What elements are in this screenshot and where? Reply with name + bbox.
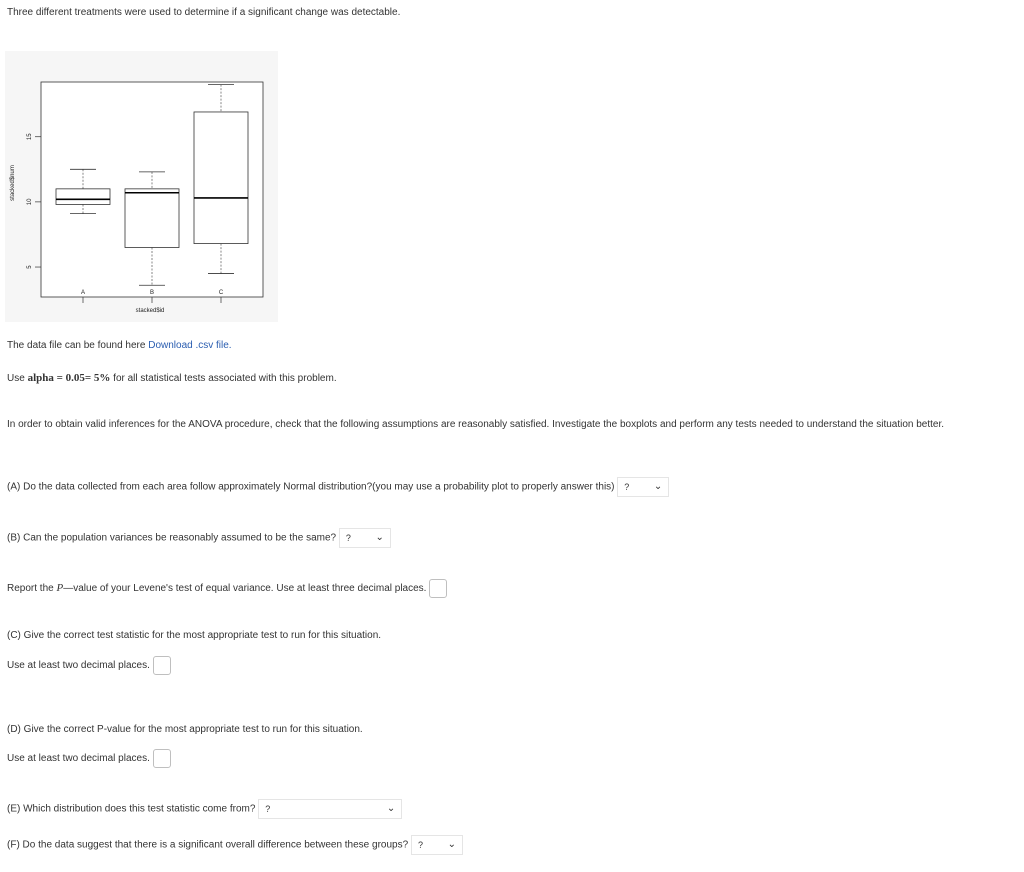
question-b-select-value: ?	[345, 533, 351, 543]
boxplot-svg	[5, 51, 278, 322]
question-b-dropdown[interactable]	[339, 528, 391, 548]
chevron-down-icon: ⌄	[447, 839, 456, 850]
question-a	[7, 477, 669, 497]
question-e-select-value: ?	[265, 804, 271, 814]
question-d-text: (D) Give the correct P-value for the most appropriate test to run for this situation.	[7, 724, 363, 735]
levene-p-value-input[interactable]	[429, 579, 447, 598]
question-c-hint: Use at least two decimal places.	[7, 660, 150, 672]
intro-text: Three different treatments were used to determine if a significant change was detectable.	[7, 7, 401, 18]
x-tick-label-B: B	[149, 290, 155, 296]
x-tick-label-C: C	[218, 290, 224, 296]
y-tick-label-10: 10	[27, 198, 33, 206]
question-a-dropdown[interactable]	[617, 477, 669, 497]
levene-p-var: P	[56, 582, 64, 595]
chevron-down-icon: ⌄	[375, 532, 384, 543]
levene-suffix: —value of your Levene's test of equal variance. Use at least three decimal places.	[63, 583, 427, 595]
question-f-text: (F) Do the data suggest that there is a significant overall difference between these groups?	[7, 839, 409, 851]
question-d-hint: Use at least two decimal places.	[7, 753, 150, 765]
test-statistic-input[interactable]	[153, 656, 171, 675]
y-axis-label: stacked$num	[10, 165, 16, 201]
y-tick-label-15: 15	[27, 133, 33, 141]
alpha-line	[7, 372, 337, 384]
alpha-formula: alpha = 0.05= 5%	[27, 372, 111, 384]
y-tick-label-5: 5	[27, 265, 33, 269]
download-csv-link[interactable]: Download .csv file.	[148, 340, 232, 351]
anova-instructions: In order to obtain valid inferences for the ANOVA procedure, check that the following assumptions are reasonably satisfied. Investigate the boxplots and perform any tests needed to understand the situation better.	[7, 419, 945, 430]
alpha-prefix: Use	[7, 373, 28, 384]
question-b-text: (B) Can the population variances be reasonably assumed to be the same?	[7, 532, 337, 544]
data-file-line	[7, 340, 232, 351]
chevron-down-icon: ⌄	[653, 481, 663, 492]
question-a-text: (A) Do the data collected from each area follow approximately Normal distribution?(you may use a probability plot to properly answer this)	[7, 481, 615, 493]
alpha-suffix: for all statistical tests associated with this problem.	[110, 373, 337, 384]
question-a-select-value: ?	[624, 482, 630, 492]
iqr-box-B	[125, 189, 179, 248]
chevron-down-icon: ⌄	[386, 803, 396, 814]
question-c-text: (C) Give the correct test statistic for the most appropriate test to run for this situation.	[7, 630, 382, 641]
p-value-input[interactable]	[153, 749, 171, 768]
question-e-text: (E) Which distribution does this test statistic come from?	[7, 803, 256, 815]
question-e	[7, 799, 402, 819]
iqr-box-C	[194, 112, 248, 244]
question-f-select-value: ?	[417, 840, 423, 850]
question-f	[7, 835, 463, 855]
iqr-box-A	[56, 189, 110, 205]
question-f-dropdown[interactable]	[411, 835, 463, 855]
question-d-answer	[7, 749, 171, 768]
boxplot-figure	[5, 51, 278, 322]
question-e-dropdown[interactable]	[258, 799, 402, 819]
question-c-answer	[7, 656, 171, 675]
x-axis-label: stacked$id	[135, 308, 165, 314]
x-tick-label-A: A	[80, 290, 86, 296]
data-file-prefix: The data file can be found here	[7, 340, 149, 351]
levene-prefix: Report the	[7, 583, 57, 595]
levene-question	[7, 579, 447, 598]
question-b	[7, 528, 391, 548]
